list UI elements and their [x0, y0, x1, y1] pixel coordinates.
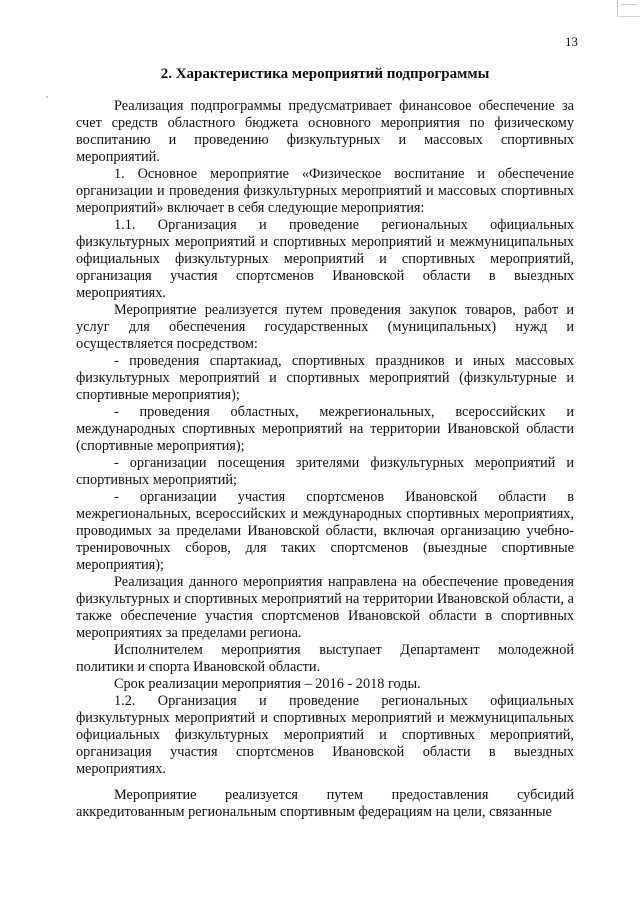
- paragraph-implementation-method: Мероприятие реализуется путем проведения закупок товаров, работ и услуг для обеспечения государственных (муниципальных) нужд и осуществляется посредством:: [76, 302, 574, 352]
- document-body: [76, 98, 574, 821]
- paragraph-purpose: Реализация данного мероприятия направлена на обеспечение проведения физкультурных и спортивных мероприятий на территории Ивановской области, а также обеспечение участия спортсменов Ивановской области в спортивных мероприятиях за пределами региона.: [76, 574, 574, 641]
- list-item-regional-events: - проведения областных, межрегиональных, всероссийских и международных спортивных мероприятий на территории Ивановской области (спортивные мероприятия);: [76, 404, 574, 454]
- page-number: 13: [565, 34, 578, 49]
- paragraph-item-1-1: 1.1. Организация и проведение региональных официальных физкультурных мероприятий и спортивных мероприятий и межмуниципальных официальных физкультурных мероприятий и спортивных мероприятий, организация участия спортсменов Ивановской области в выездных мероприятиях.: [76, 217, 574, 301]
- list-item-spartakiads: - проведения спартакиад, спортивных праздников и иных массовых физкультурных мероприятий и спортивных мероприятий (физкультурные и спортивные мероприятия);: [76, 353, 574, 403]
- paragraph-term: Срок реализации мероприятия – 2016 - 2018 годы.: [114, 676, 421, 692]
- paragraph-executor: Исполнителем мероприятия выступает Департамент молодежной политики и спорта Ивановской области.: [76, 642, 574, 675]
- paragraph-subsidies: Мероприятие реализуется путем предоставления субсидий аккредитованным региональным спортивным федерациям на цели, связанные: [76, 787, 574, 820]
- list-item-athlete-participation: - организации участия спортсменов Ивановской области в межрегиональных, всероссийских и международных спортивных мероприятиях, проводимых за пределами Ивановской области, включая организацию учебно-тренировочных сборов, для таких спортсменов (выездные спортивные мероприятия);: [76, 489, 574, 573]
- paragraph-main-activity: 1. Основное мероприятие «Физическое воспитание и обеспечение организации и проведения физкультурных мероприятий и массовых спортивных мероприятий» включает в себя следующие мероприятия:: [76, 166, 574, 216]
- paragraph-item-1-2: 1.2. Организация и проведение региональных официальных физкультурных мероприятий и спортивных мероприятий и межмуниципальных официальных физкультурных мероприятий и спортивных мероприятий, организация участия спортсменов Ивановской области в выездных мероприятиях.: [76, 693, 574, 777]
- section-heading: 2. Характеристика мероприятий подпрограммы: [160, 66, 490, 82]
- paragraph-intro: Реализация подпрограммы предусматривает финансовое обеспечение за счет средств областного бюджета основного мероприятия по физическому воспитанию и проведению физкультурных и массовых спортивных мероприятий.: [76, 98, 574, 165]
- scan-edge-mark: [617, 0, 640, 17]
- scan-dust-mark: [46, 96, 48, 98]
- list-item-spectators: - организации посещения зрителями физкультурных мероприятий и спортивных мероприятий;: [76, 455, 574, 488]
